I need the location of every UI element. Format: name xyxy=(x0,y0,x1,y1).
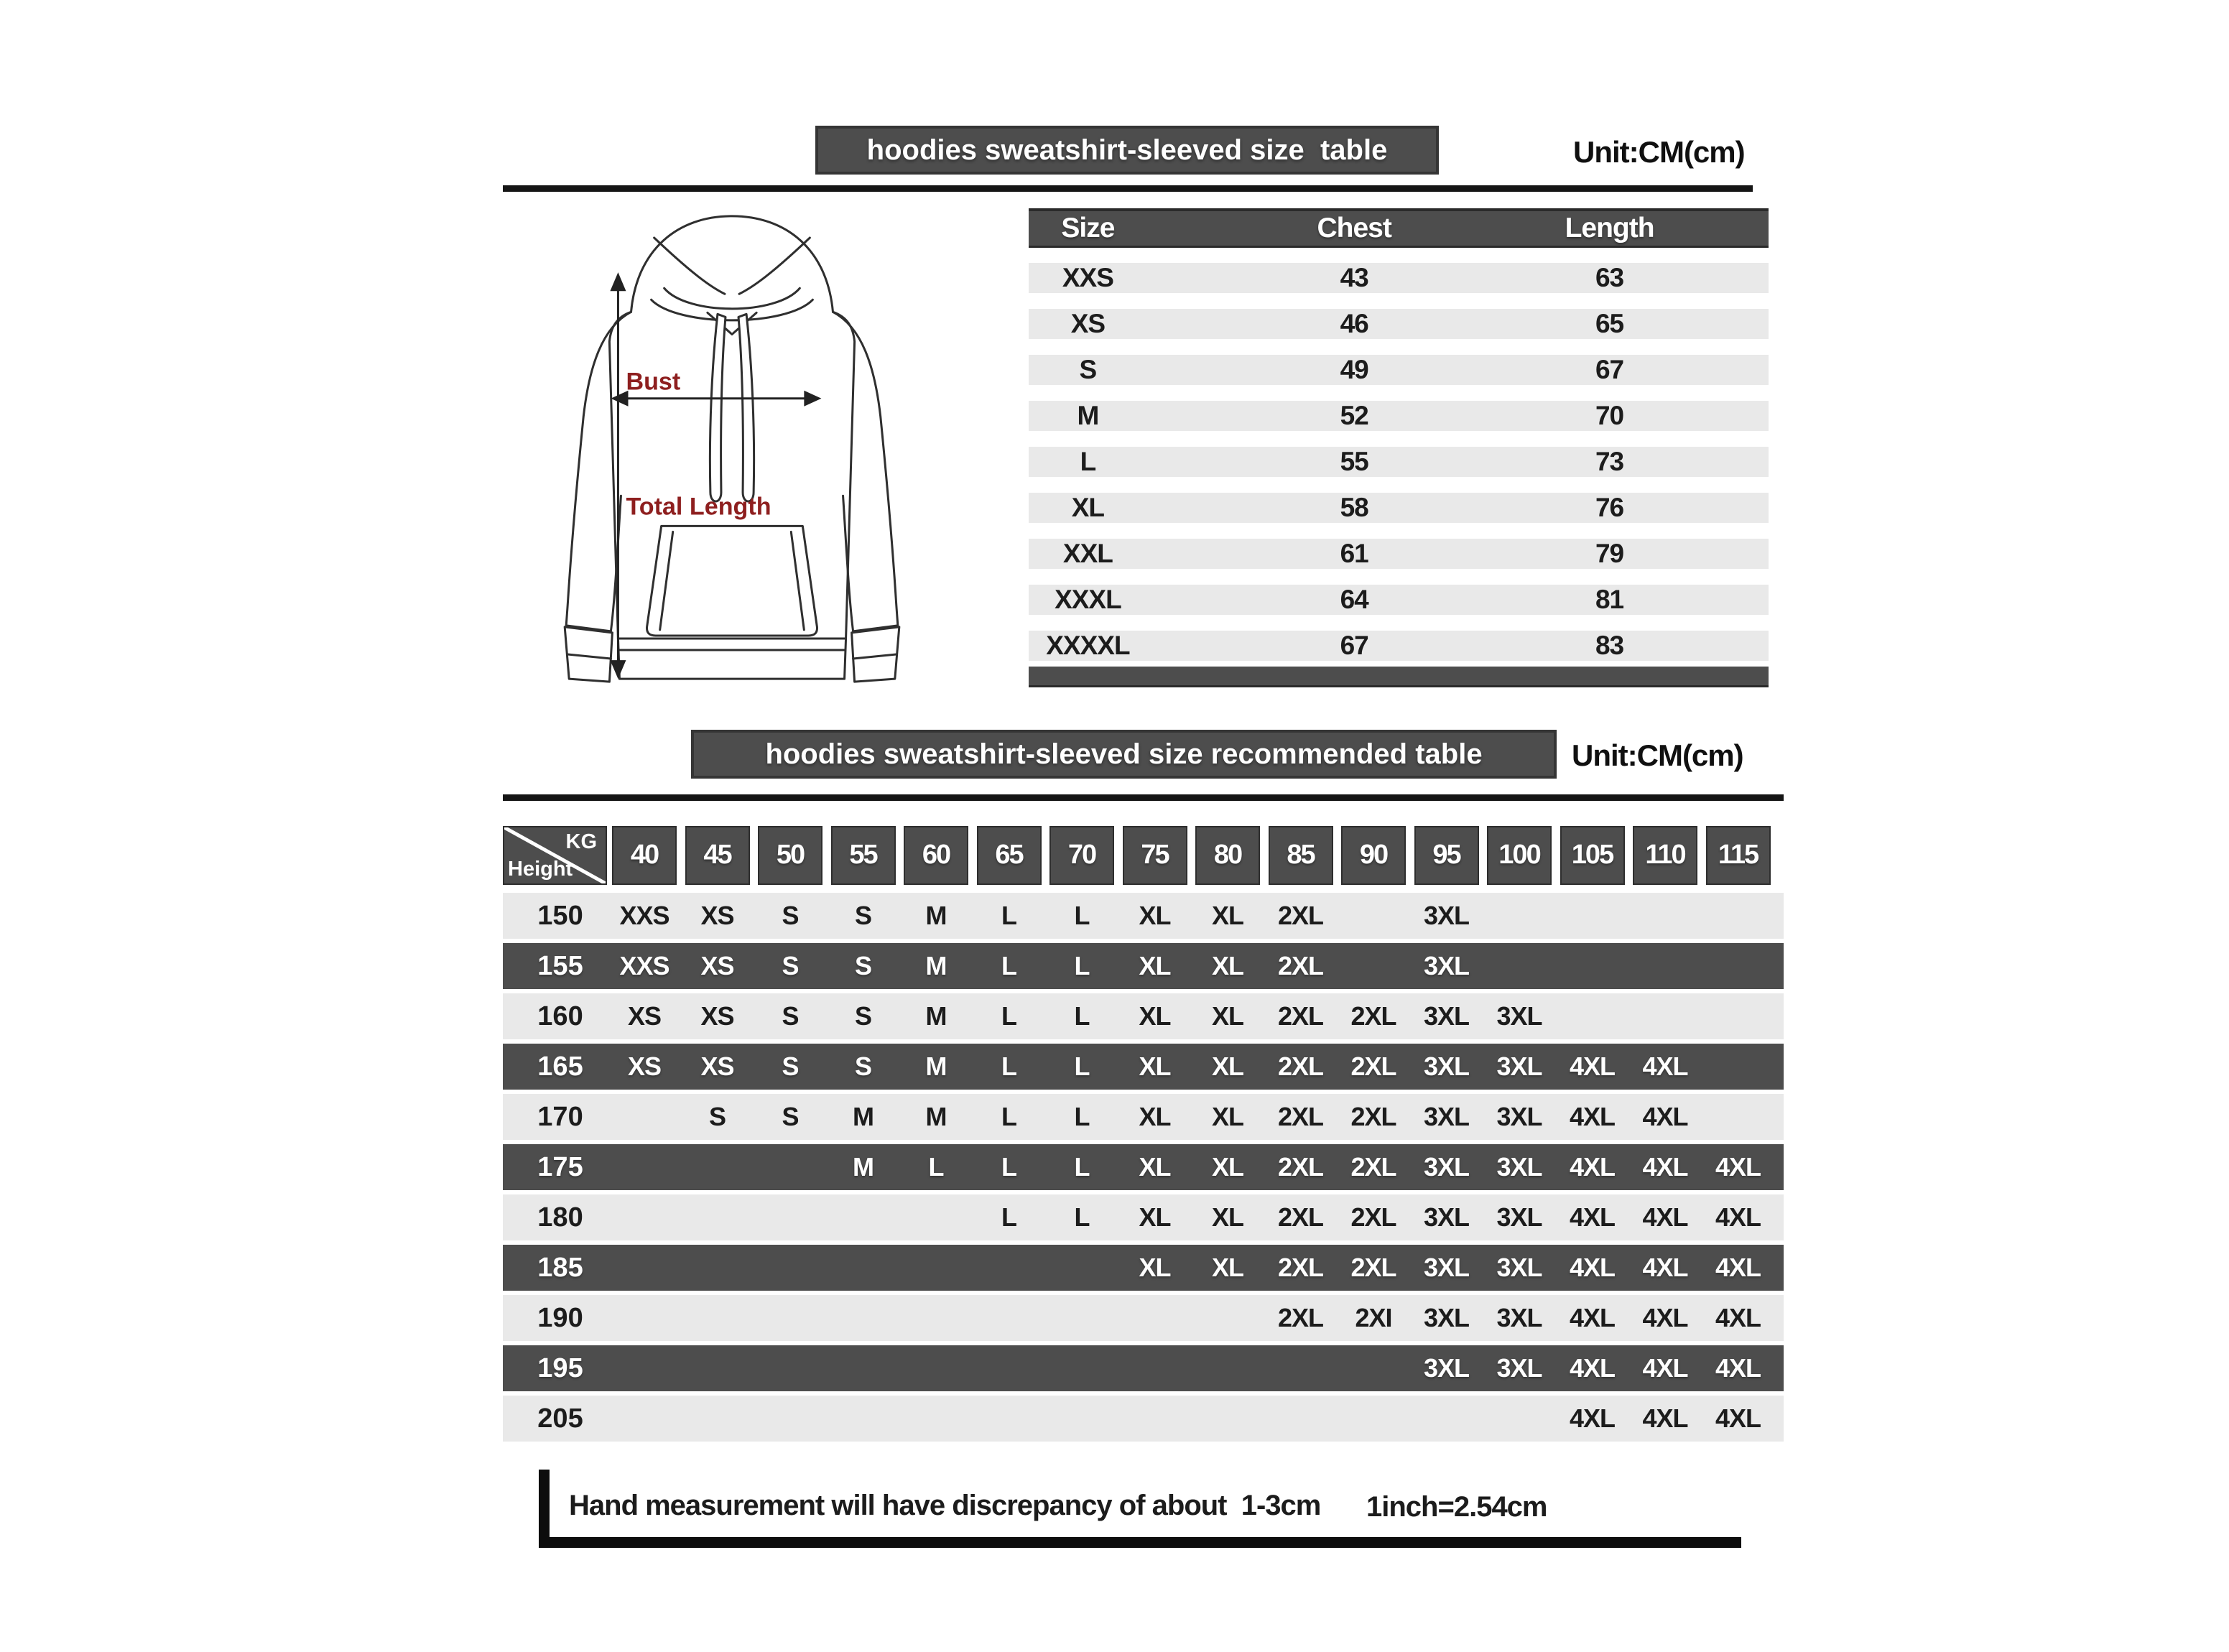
weight-header-cell: 70 xyxy=(1049,826,1114,885)
size-table-row xyxy=(1029,263,1769,293)
size-cell: 73 xyxy=(1595,447,1624,476)
recommend-cell: L xyxy=(1001,901,1016,930)
size-cell: 63 xyxy=(1595,263,1624,292)
recommend-cell: 4XL xyxy=(1642,1303,1688,1332)
size-table-header-row xyxy=(1029,208,1769,248)
weight-header-cell: 105 xyxy=(1560,826,1625,885)
corner-cell xyxy=(503,826,607,885)
weight-header-cell: 80 xyxy=(1195,826,1260,885)
recommend-cell: 3XL xyxy=(1423,951,1470,980)
recommend-cell: XL xyxy=(1139,951,1171,980)
recommend-row xyxy=(503,1144,1784,1190)
weight-header-cell: 75 xyxy=(1123,826,1187,885)
recommend-row xyxy=(503,1194,1784,1240)
recommend-table xyxy=(503,822,1784,1454)
recommend-cell: L xyxy=(1001,1152,1016,1182)
recommend-cell: 2XL xyxy=(1277,1052,1324,1081)
hood-outline xyxy=(631,216,833,312)
recommend-cell: 3XL xyxy=(1496,1253,1542,1282)
divider-line-2 xyxy=(503,794,1784,801)
recommend-cell: 4XL xyxy=(1569,1102,1616,1131)
weight-header-cell: 65 xyxy=(977,826,1042,885)
recommend-cell: XL xyxy=(1211,901,1244,930)
recommend-cell: XL xyxy=(1211,1052,1244,1081)
weight-header-cell: 110 xyxy=(1633,826,1697,885)
recommend-cell: 3XL xyxy=(1423,1253,1470,1282)
recommend-cell: L xyxy=(1001,1001,1016,1031)
recommend-cell: 4XL xyxy=(1642,1152,1688,1182)
recommend-cell: L xyxy=(1074,1001,1090,1031)
size-cell: 49 xyxy=(1340,355,1368,384)
recommend-cell: 2XL xyxy=(1277,1253,1324,1282)
size-cell: XXL xyxy=(1062,539,1113,568)
recommend-cell: L xyxy=(1074,901,1090,930)
recommend-cell: 4XL xyxy=(1569,1253,1616,1282)
recommend-cell: 4XL xyxy=(1642,1052,1688,1081)
recommend-cell: 2XL xyxy=(1350,1202,1396,1232)
recommend-cell: XL xyxy=(1211,1202,1244,1232)
size-cell: 67 xyxy=(1340,631,1368,660)
weight-header-cell: 100 xyxy=(1487,826,1552,885)
recommend-cell: XL xyxy=(1139,1253,1171,1282)
footer-accent-bar xyxy=(539,1470,550,1539)
recommend-cell: 3XL xyxy=(1496,1152,1542,1182)
size-cell: XL xyxy=(1071,493,1105,522)
recommend-cell: 2XL xyxy=(1350,1253,1396,1282)
column-header-length: Length xyxy=(1565,213,1654,243)
recommend-cell: 3XL xyxy=(1496,1052,1542,1081)
column-header-chest: Chest xyxy=(1317,213,1391,243)
recommend-cell: S xyxy=(708,1102,726,1131)
size-cell: 46 xyxy=(1340,309,1368,338)
height-label: 185 xyxy=(537,1253,583,1283)
size-cell: 61 xyxy=(1340,539,1368,568)
height-label: 205 xyxy=(537,1403,583,1434)
recommend-cell: S xyxy=(782,1102,799,1131)
size-cell: L xyxy=(1080,447,1096,476)
recommend-cell: 2XL xyxy=(1350,1152,1396,1182)
recommend-cell: M xyxy=(853,1152,873,1182)
recommend-row xyxy=(503,1245,1784,1291)
size-cell: XXS xyxy=(1062,263,1113,292)
recommend-cell: XL xyxy=(1211,1001,1244,1031)
weight-header-cell: 50 xyxy=(758,826,822,885)
measurement-note: Hand measurement will have discrepancy of about 1-3cm xyxy=(569,1490,1321,1521)
recommend-row xyxy=(503,893,1784,939)
drawstring-right xyxy=(738,314,754,501)
recommend-cell: 2XL xyxy=(1350,1001,1396,1031)
hood-opening-inner xyxy=(664,288,800,309)
recommend-cell: 4XL xyxy=(1569,1403,1616,1433)
recommend-cell: M xyxy=(925,1052,947,1081)
weight-header-cell: 60 xyxy=(904,826,968,885)
recommend-row xyxy=(503,1094,1784,1140)
recommend-cell: 3XL xyxy=(1423,1202,1470,1232)
size-table-row xyxy=(1029,631,1769,661)
recommend-cell: 3XL xyxy=(1496,1202,1542,1232)
recommend-cell: S xyxy=(854,1001,872,1031)
recommend-cell: 3XL xyxy=(1423,1052,1470,1081)
height-label: 195 xyxy=(537,1353,583,1383)
hood-fold-left xyxy=(654,238,725,294)
recommend-cell: 4XL xyxy=(1642,1253,1688,1282)
size-table-row xyxy=(1029,493,1769,523)
recommend-cell: XS xyxy=(700,1001,734,1031)
size-cell: S xyxy=(1079,355,1097,384)
recommend-cell: XS xyxy=(627,1001,662,1031)
recommend-cell: L xyxy=(928,1152,944,1182)
recommend-cell: S xyxy=(854,901,872,930)
recommend-cell: 2XL xyxy=(1277,1202,1324,1232)
footer-line xyxy=(539,1537,1741,1548)
recommend-row xyxy=(503,1295,1784,1341)
recommend-cell: 4XL xyxy=(1715,1353,1761,1383)
size-cell: 52 xyxy=(1340,401,1368,430)
recommend-cell: 4XL xyxy=(1642,1353,1688,1383)
recommend-cell: XS xyxy=(700,901,734,930)
hood-opening-outer xyxy=(652,300,813,320)
recommend-cell: 2XL xyxy=(1277,1152,1324,1182)
recommend-cell: M xyxy=(925,1102,947,1131)
recommend-row xyxy=(503,1396,1784,1442)
height-label: 170 xyxy=(537,1102,583,1132)
inch-conversion: 1inch=2.54cm xyxy=(1366,1491,1547,1523)
corner-height-label: Height xyxy=(508,858,573,881)
recommend-row xyxy=(503,1345,1784,1391)
recommend-cell: M xyxy=(925,951,947,980)
column-header-size: Size xyxy=(1061,213,1115,243)
right-sleeve xyxy=(833,312,898,631)
recommend-cell: XL xyxy=(1139,1052,1171,1081)
size-table xyxy=(1029,208,1769,697)
recommend-cell: 3XL xyxy=(1423,1303,1470,1332)
divider-line-1 xyxy=(503,185,1753,192)
recommend-cell: 4XL xyxy=(1569,1202,1616,1232)
size-cell: 70 xyxy=(1595,401,1624,430)
size-table-bottom-bar xyxy=(1029,667,1769,687)
recommend-cell: 4XL xyxy=(1715,1152,1761,1182)
recommend-cell: 3XL xyxy=(1423,1001,1470,1031)
size-cell: XXXXL xyxy=(1046,631,1130,660)
recommend-cell: 3XL xyxy=(1496,1001,1542,1031)
recommend-cell: XS xyxy=(700,1052,734,1081)
recommend-cell: S xyxy=(854,1052,872,1081)
size-cell: M xyxy=(1077,401,1099,430)
left-sleeve xyxy=(566,312,631,631)
size-table-row xyxy=(1029,585,1769,615)
size-table-row xyxy=(1029,447,1769,477)
torso-outline xyxy=(609,312,854,639)
size-cell: 58 xyxy=(1340,493,1368,522)
recommend-cell: 2XL xyxy=(1277,951,1324,980)
recommend-cell: M xyxy=(853,1102,873,1131)
recommend-cell: S xyxy=(782,1001,799,1031)
recommend-cell: S xyxy=(782,1052,799,1081)
size-table-row xyxy=(1029,401,1769,431)
recommend-cell: L xyxy=(1001,951,1016,980)
recommend-cell: 4XL xyxy=(1715,1253,1761,1282)
arrowhead-down xyxy=(610,660,626,679)
height-label: 150 xyxy=(537,901,583,931)
recommend-cell: M xyxy=(925,1001,947,1031)
recommend-cell: XS xyxy=(700,951,734,980)
recommend-cell: XXS xyxy=(619,951,669,980)
weight-header-cell: 90 xyxy=(1341,826,1406,885)
recommend-cell: L xyxy=(1074,1102,1090,1131)
recommend-row xyxy=(503,993,1784,1039)
size-cell: 43 xyxy=(1340,263,1368,292)
recommend-cell: M xyxy=(925,901,947,930)
weight-header-cell: 45 xyxy=(685,826,750,885)
recommend-cell: 2XI xyxy=(1355,1303,1392,1332)
size-cell: 65 xyxy=(1595,309,1624,338)
height-label: 180 xyxy=(537,1202,583,1233)
right-cuff-line xyxy=(853,654,896,659)
recommend-cell: 3XL xyxy=(1423,1102,1470,1131)
recommend-cell: 3XL xyxy=(1423,901,1470,930)
recommend-cell: 2XL xyxy=(1277,901,1324,930)
recommend-row xyxy=(503,943,1784,989)
bust-label: Bust xyxy=(626,368,681,396)
size-cell: 76 xyxy=(1595,493,1624,522)
recommend-cell: XL xyxy=(1139,1102,1171,1131)
recommend-cell: S xyxy=(782,901,799,930)
hood-fold-right xyxy=(739,238,810,294)
recommend-cell: XL xyxy=(1211,1253,1244,1282)
recommend-cell: L xyxy=(1001,1102,1016,1131)
recommend-cell: 4XL xyxy=(1715,1202,1761,1232)
size-cell: 79 xyxy=(1595,539,1624,568)
size-cell: XS xyxy=(1070,309,1106,338)
size-table-row xyxy=(1029,309,1769,339)
weight-header-cell: 85 xyxy=(1269,826,1333,885)
weight-header-cell: 40 xyxy=(612,826,677,885)
size-cell: XXXL xyxy=(1055,585,1121,614)
recommend-cell: L xyxy=(1001,1052,1016,1081)
size-table-row xyxy=(1029,539,1769,569)
recommend-row xyxy=(503,1044,1784,1090)
height-label: 155 xyxy=(537,951,583,981)
recommend-cell: 4XL xyxy=(1642,1102,1688,1131)
size-table-title: hoodies sweatshirt-sleeved size table xyxy=(815,126,1439,175)
hem-band xyxy=(618,639,845,679)
recommend-cell: 4XL xyxy=(1715,1403,1761,1433)
recommend-cell: L xyxy=(1074,951,1090,980)
left-cuff-line xyxy=(567,654,611,659)
recommend-cell: S xyxy=(782,951,799,980)
recommend-cell: 4XL xyxy=(1642,1202,1688,1232)
size-cell: 83 xyxy=(1595,631,1624,660)
recommend-cell: XXS xyxy=(619,901,669,930)
total-length-label: Total Length xyxy=(626,493,771,521)
size-cell: 64 xyxy=(1340,585,1368,614)
recommend-cell: 2XL xyxy=(1277,1303,1324,1332)
recommend-cell: XS xyxy=(627,1052,662,1081)
hoodie-diagram xyxy=(530,192,934,698)
recommend-cell: XL xyxy=(1211,951,1244,980)
recommend-cell: 3XL xyxy=(1423,1152,1470,1182)
arrowhead-up xyxy=(610,272,626,291)
pocket-slit-left xyxy=(660,532,673,629)
recommend-table-title: hoodies sweatshirt-sleeved size recommended table xyxy=(691,730,1557,779)
recommend-cell: 4XL xyxy=(1569,1052,1616,1081)
height-label: 165 xyxy=(537,1052,583,1082)
recommend-cell: L xyxy=(1001,1202,1016,1232)
recommend-cell: XL xyxy=(1211,1152,1244,1182)
pocket-slit-right xyxy=(791,532,804,629)
recommend-cell: 2XL xyxy=(1350,1102,1396,1131)
height-label: 160 xyxy=(537,1001,583,1031)
weight-header-cell: 95 xyxy=(1414,826,1479,885)
corner-kg-label: KG xyxy=(565,830,597,853)
unit-label-2: Unit:CM(cm) xyxy=(1572,738,1743,772)
recommend-cell: 2XL xyxy=(1350,1052,1396,1081)
size-cell: 81 xyxy=(1595,585,1624,614)
recommend-cell: 2XL xyxy=(1277,1102,1324,1131)
recommend-cell: XL xyxy=(1139,1202,1171,1232)
recommend-cell: 4XL xyxy=(1642,1403,1688,1433)
recommend-cell: XL xyxy=(1139,1001,1171,1031)
size-cell: 55 xyxy=(1340,447,1368,476)
unit-label-1: Unit:CM(cm) xyxy=(1573,135,1745,169)
recommend-cell: S xyxy=(854,951,872,980)
recommend-cell: 4XL xyxy=(1569,1303,1616,1332)
recommend-cell: XL xyxy=(1139,1152,1171,1182)
weight-header-cell: 115 xyxy=(1706,826,1771,885)
arrowhead-right xyxy=(804,391,821,407)
recommend-cell: 2XL xyxy=(1277,1001,1324,1031)
height-label: 175 xyxy=(537,1152,583,1182)
recommend-cell: XL xyxy=(1211,1102,1244,1131)
recommend-cell: XL xyxy=(1139,901,1171,930)
size-cell: 67 xyxy=(1595,355,1624,384)
recommend-cell: 3XL xyxy=(1496,1102,1542,1131)
recommend-cell: 4XL xyxy=(1569,1353,1616,1383)
size-table-row xyxy=(1029,355,1769,385)
recommend-cell: 4XL xyxy=(1569,1152,1616,1182)
height-label: 190 xyxy=(537,1303,583,1333)
recommend-cell: L xyxy=(1074,1152,1090,1182)
drawstring-left xyxy=(710,314,726,501)
weight-header-cell: 55 xyxy=(831,826,896,885)
recommend-cell: L xyxy=(1074,1052,1090,1081)
recommend-cell: 3XL xyxy=(1423,1353,1470,1383)
recommend-cell: 3XL xyxy=(1496,1303,1542,1332)
recommend-cell: 3XL xyxy=(1496,1353,1542,1383)
recommend-cell: L xyxy=(1074,1202,1090,1232)
recommend-cell: 4XL xyxy=(1715,1303,1761,1332)
